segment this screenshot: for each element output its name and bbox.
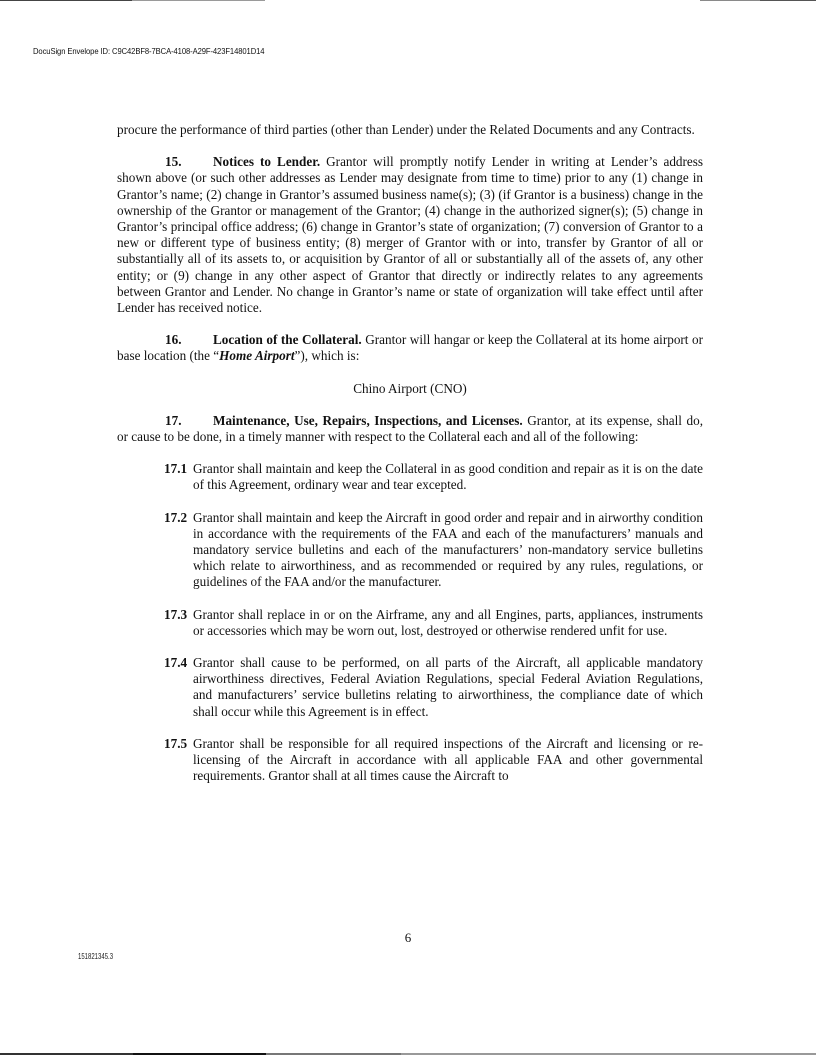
subsection-17-1 [117,461,703,493]
section-body: Grantor will promptly notify Lender in writing at Lender’s address shown above (or such other addresses as Lender may designate from time to time) prior to any (1) change in Grantor’s name; (2) change in Grantor’s assumed business name(s); (3) (if Grantor is a business) change in the ownership of the Grantor or management of the Grantor; (4) change in the authorized signer(s); (5) change in Grantor’s principal office address; (6) change in Grantor’s state of organization; (7) conversion of Grantor to a new or different type of business entity; (8) merger of Grantor with or into, transfer by Grantor of all or substantially all of its assets to, or acquisition by Grantor of all or substantially all of the assets of, any other entity; or (9) change in any other aspect of Grantor that directly or indirectly relates to any agreements between Grantor and Lender. No change in Grantor’s name or state of organization will take effect until after Lender has received notice. [117,154,704,316]
defined-term: Home Airport [219,348,295,364]
home-airport-name: Chino Airport (CNO) [353,380,467,396]
subsection-17-5 [117,736,703,785]
subsection-number: 17.5 [164,735,188,751]
section-title: Maintenance, Use, Repairs, Inspections, and Licenses. [213,412,523,428]
section-number: 15. [165,154,182,170]
subsection-text: Grantor shall cause to be performed, on all parts of the Aircraft, all applicable mandatory airworthiness directives, Federal Aviation Regulations, special Federal Aviation Regulations, and manufacturers’ service bulletins relating to airworthiness, the compliance date of which shall occur while this Agreement is in effect. [193,655,703,719]
subsection-text: Grantor shall replace in or on the Airframe, any and all Engines, parts, appliances, instruments or accessories which may be worn out, lost, destroyed or otherwise rendered unfit for use. [193,606,703,638]
subsection-text: Grantor shall maintain and keep the Collateral in as good condition and repair as it is on the date of this Agreement, ordinary wear and tear excepted. [193,461,703,493]
scan-edge-top [0,0,816,2]
document-code: 151821345.3 [78,952,114,961]
subsection-number: 17.2 [164,509,188,525]
document-body [117,122,703,785]
section-16 [117,332,703,364]
continuation-paragraph: procure the performance of third parties (other than Lender) under the Related Documents and any Contracts. [117,122,695,137]
subsection-number: 17.1 [164,461,188,477]
subsection-17-2 [117,510,703,591]
section-body: Grantor, at its expense, shall do, or cause to be done, in a timely manner with respect to the Collateral each and all of the following: [117,412,703,445]
section-title: Notices to Lender. [213,154,321,170]
section-body: Grantor will hangar or keep the Collateral at its home airport or base location (the “ [117,332,703,364]
subsection-17-3 [117,607,703,639]
section-number: 16. [165,332,182,348]
subsection-text: Grantor shall maintain and keep the Aircraft in good order and repair and in airworthy condition in accordance with the requirements of the FAA and each of the manufacturers’ manuals and mandatory service bulletins and each of the manufacturers’ non-mandatory service bulletins which relate to airworthiness, and as recommended or required by any rules, regulations, or guidelines of the FAA and/or the manufacturer. [193,509,703,590]
section-body-end: ”), which is: [294,348,360,364]
section-title: Location of the Collateral. [213,332,362,348]
section-17 [117,413,703,445]
subsection-number: 17.3 [164,606,188,622]
section-15 [117,154,703,316]
section-number: 17. [165,412,182,428]
subsection-17-4 [117,655,703,720]
subsection-number: 17.4 [164,655,188,671]
docusign-envelope-id: DocuSign Envelope ID: C9C42BF8-7BCA-4108-A29F-423F14801D14 [33,46,265,56]
page-number: 6 [404,930,412,945]
subsection-text: Grantor shall be responsible for all required inspections of the Aircraft and licensing or re-licensing of the Aircraft in accordance with all applicable FAA and other governmental requirements. Grantor shall at all times cause the Aircraft to [193,735,703,784]
